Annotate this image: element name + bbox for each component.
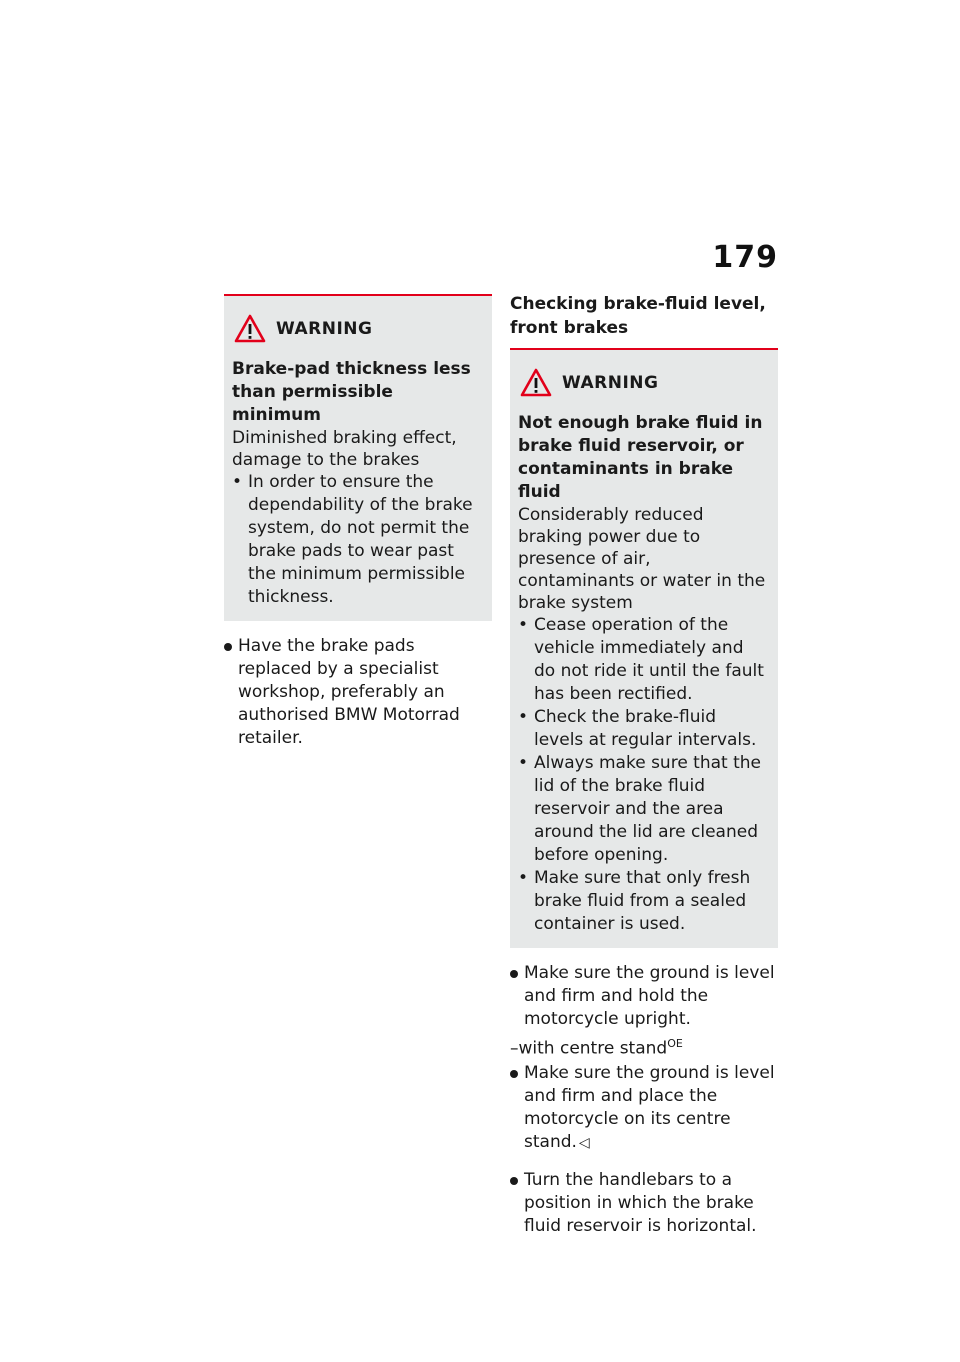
warning-bullet-list [232, 471, 484, 609]
warning-bullet-list [518, 614, 770, 936]
right-column [510, 292, 778, 1238]
warning-title: WARNING [562, 373, 659, 393]
warning-subject: Not enough brake fluid in brake fluid reservoir, or contaminants in brake fluid [518, 413, 763, 502]
instruction-step: Turn the handlebars to a position in which the brake fluid reservoir is horizontal. [510, 1169, 778, 1238]
instruction-step: Make sure the ground is level and firm and hold the motorcycle upright. [510, 962, 778, 1031]
variant-text: –with centre stand [510, 1038, 668, 1059]
warning-description: Considerably reduced braking power due to presence of air, contaminants or water in the brake system [518, 505, 766, 613]
section-title: Checking brake-fluid level, front brakes [510, 294, 766, 338]
warning-box-brake-pads [224, 294, 492, 621]
warning-header [520, 368, 770, 398]
warning-bullet: • Check the brake-fluid levels at regular intervals. [518, 706, 770, 752]
warning-bullet: • Always make sure that the lid of the brake fluid reservoir and the area around the lid are cleaned before opening. [518, 752, 770, 867]
instruction-step [510, 1062, 778, 1155]
warning-bullet: • Make sure that only fresh brake fluid from a sealed container is used. [518, 867, 770, 936]
variant-label [510, 1033, 778, 1060]
warning-subject: Brake-pad thickness less than permissible minimum [232, 359, 471, 425]
instruction-step-text: Make sure the ground is level and firm and place the motorcycle on its centre stand. [524, 1062, 775, 1152]
warning-title: WARNING [276, 319, 373, 339]
warning-box-brake-fluid [510, 348, 778, 948]
warning-triangle-icon [234, 314, 266, 344]
page-number: 179 [712, 240, 778, 275]
left-column [224, 294, 492, 750]
optional-equipment-mark: OE [667, 1037, 683, 1050]
warning-description: Diminished braking effect, damage to the brakes [232, 428, 457, 470]
warning-header [234, 314, 484, 344]
warning-bullet: • Cease operation of the vehicle immediately and do not ride it until the fault has been rectified. [518, 614, 770, 706]
warning-triangle-icon [520, 368, 552, 398]
instruction-step: Have the brake pads replaced by a specialist workshop, preferably an authorised BMW Motorrad retailer. [224, 635, 492, 750]
warning-bullet: • In order to ensure the dependability of the brake system, do not permit the brake pads to wear past the minimum permissible thickness. [232, 471, 484, 609]
end-of-variant-icon: ◁ [578, 1134, 590, 1151]
